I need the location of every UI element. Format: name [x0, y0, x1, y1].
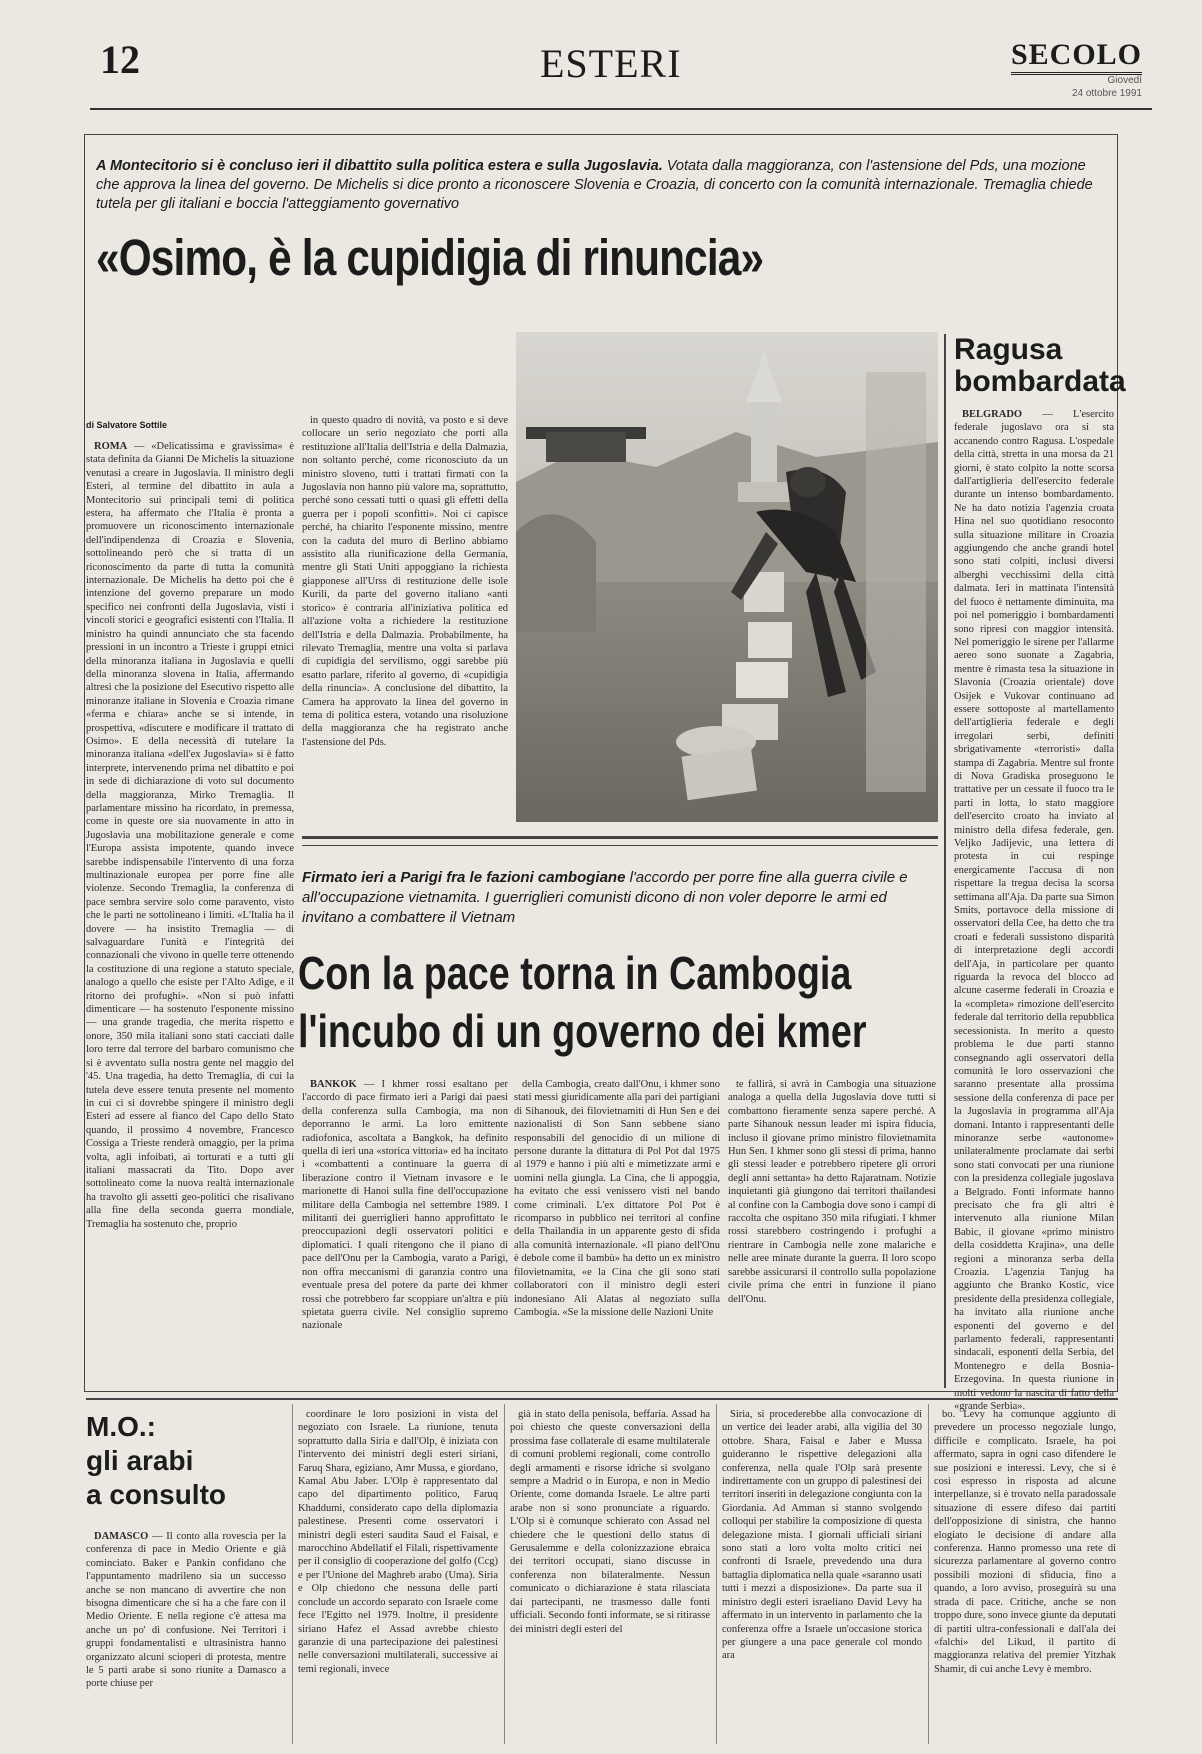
body-text: I khmer rossi esaltano per l'accordo di pace firmato ieri a Parigi dai paesi della conferenza sulla Cambogia, ma non deporranno le armi. La loro emittente radiofonica, ascoltata a Bangkok, ha definito quella di ieri una «storica vittoria» ed ha incitato i «combattenti a continuare la guerra di liberazione contro il Vietnam invasore e le marionette di Hanoi sulla fine dell'occupazione militare della Cambogia nel settembre 1989. I militanti dei guerriglieri hanno approfittato le preoccupazioni degli osservatori politici e diplomatici. I quali ritengono che il piano di pace dell'Onu per la Cambogia, varato a Parigi, non offra meccanismi di garanzia contro una eventuale presa del potere da parte dei khmer rossi che potrebbero far scoppiare un'altra e più spietata guerra civile. Nel consiglio supremo nazionale — [302, 1079, 509, 1332]
mo-headline-line-3: a consulto — [86, 1479, 227, 1510]
dateline: ROMA — [94, 441, 128, 452]
main-article-col-1: ROMA — «Delicatissima e gravissima» è stata definita da Gianni De Michelis la situazione venutasi a creare in Jugoslavia. Il ministro degli Esteri, al termine del dibattito in aula a Montecitorio sui principali temi di politica estera, ha affermato che l'Italia è pronta a promuovere un riconoscimento internazionale dell'indipendenza di Croazia e Slovenia, sottolineando però che si tratta di un riconoscimento da parte di tutta la comunità internazionale. De Michelis ha detto poi che è intenzione del governo preparare un modo specifico nei confronti della Jugoslavia, visti i vincoli storici e geografici esistenti con l'Italia. Il ministro ha quindi annunciato che sta facendo pressioni in un incontro a Trieste i gruppi etnici della minoranza italiana in Jugoslavia e quelli della minoranza slovena in Italia, affermando altresì che la posizione del Esecutivo rispetto alle minoranze italiane in Slovenia e Croazia rimane «ferma e chiara» anche se si intende, in prospettiva, «discutere e modificare il trattato di Osimo». E della necessità di tutelare la minoranza italiana «dell'ex Jugoslavia» si è fatto interprete, intervenendo prima nel dibattito e poi in sede di dichiarazione di voto sul documento della maggioranza, Mirko Tremaglia. Il parlamentare missino ha ricordato, in premessa, come in queste ore sia nuovamente in atto in Jugoslavia una mobilitazione generale e come l'Europa assista impotente, quando invece sarebbe indispensabile l'intervento di una forza multinazionale europea per porre fine alle violenze. Secondo Tremaglia, la conferenza di pace sembra servire solo come paravento, visto che le parti ne sottolineano i limiti. «L'Italia ha il dovere — ha insistito Tremaglia — di salvaguardare l'unità e l'integrità dei connazionali che vivono in quelle terre ottenendo la costituzione di una regione a statuto speciale, analogo a quello che esiste per l'Alto Adige, e il ritorno dei profughi». «Non si può infatti dimenticare — ha sostenuto l'esponente missino — una grande tragedia, che merita rispetto e onore, 350 mila italiani sono stati cacciati dalle loro terre dal terrore del barbaro comunismo che si è avventato sulla nostra gente nel maggio del '45. Una tragedia, ha detto Tremaglia, di cui la tutela deve essere tenuta presente nel momento in cui ci si dovrebbe spingere il ministro degli Esteri ad essere al fianco del Capo dello Stato quando, il prossimo 4 novembre, Francesco Cossiga a Trieste renderà omaggio, per la prima volta, agli infoibati, ai torturati e a tutti gli italiani massacrati da Tito. Dopo aver sottolineato come la nuova realtà internazionale ha travolto gli assetti geo-politici che risalivano alla fine della seconda guerra mondiale, Tremaglia ha sostenuto che, proprio — [86, 441, 294, 1230]
cambodia-col-3 — [728, 1078, 936, 1386]
main-deck — [96, 157, 1108, 214]
mo-headline — [86, 1410, 226, 1512]
mo-col-3 — [510, 1408, 710, 1742]
main-deck-bold: A Montecitorio si è concluso ieri il dibattito sulla politica estera e sulla Jugoslavia. — [96, 158, 663, 174]
mo-headline-line-1: M.O.: — [86, 1411, 156, 1442]
body-text: L'esercito federale jugoslavo ora si sta accanendo contro Ragusa. L'ospedale della città, stretta in una morsa da 21 giorni, è stato colpito la notte scorsa dall'artiglieria dell'esercito federale durante un intenso bombardamento. Ne ha dato notizia l'agenzia croata Hina nel suo quotidiano resoconto sulla situazione militare in Croazia aggiungendo che anche grandi hotel sono stati colpiti, inclusi diversi alberghi vecchissimi della città dalmata. Ieri in mattinata l'intensità del fuoco è nettamente diminuita, ma poi nel pomeriggio i bombardamenti sono ripresi con maggior intensità. Nel pomeriggio le sirene per l'allarme aereo sono suonate a Zagabria, mentre è rimasta tesa la situazione in Slavonia (Croazia orientale) dove Osijek e Vukovar continuano ad essere sottoposte al martellamento dell'artiglieria federale e degli irregolari serbi, definiti sbrigativamente «terroristi» dalla stampa di Zagabria. Mentre sul fronte di Nova Gradiska proseguono le trattative per un cessate il fuoco tra le parti in lotta, lo stato maggiore dell'esercito croato ha inviato al ministro della difesa federale, gen. Veljko Jadijevic, una lettera di protesta in cui respinge energicamente l'accusa di non rispettare la tregua decisa la scorsa settimana all'Aja. Da parte sua Simon Smits, portavoce della missione di osservatori della Cee, ha detto che tra croati e federali sussistono disparità di interpretazione degli accordi dell'Aja, in particolare per quanto riguarda la revoca del blocco ad alcune caserme federali in Croazia e la «completa» rimozione dell'esercito federale dal territorio della repubblica secessionista. In merito a questo problema le due parti stanno consegnando agli osservatori della comunità le loro osservazioni che saranno presentate alla prossima sessione della conferenza di pace per la Jugoslavia in programma all'Aja domani. Intanto i rappresentanti delle minoranze serbe «autonome» unilateralmente proclamate dai serbi sono stati convocati per una riunione con la presidenza collegiale jugoslava a Belgrado. Fonti informate hanno precisato che fra gli altri è intervenuto alla riunione Milan Babic, il giovane «primo ministro della cosiddetta Krajina», una delle regioni a minoranza serba della Croazia. L'agenzia Tanjug ha aggiunto che Branko Kostic, vice presidente della presidenza collegiale, ha invitato alla riunione anche esponenti del governo e del parlamento federali, rappresentanti sindacali, esponenti della Serbia, del Montenegro e della Bosnia-Erzegovina. In questa riunione in molti vedono la nascita di fatto della «grande Serbia». — [954, 409, 1114, 1413]
masthead — [1011, 38, 1142, 99]
page-number: 12 — [100, 37, 140, 82]
cambodia-headline-line-2: l'incubo di un governo dei kmer — [298, 1005, 867, 1057]
body-text: bo. Levy ha comunque aggiunto di prevedere un processo negoziale lungo, difficile e complicato. Israele, ha poi affermato, sapra in ogni caso difendere le sue posizioni e interessi. Levy, che si è così espresso in risposta ad alcune interpellanze, si è trovato nella paradossale situazione di essere difeso dai partiti dell'opposizione di sinistra, che hanno elogiato le decisione di andare alla conferenza. Hanno promesso una rete di sicurezza parlamentare al governo contro possibili mozioni di sfiducia, fino a quando, a loro avviso, proseguirà su una strada di pace. Critiche, anche se non troppo dure, sono invece giunte da deputati di partiti ultra-confessionali e dall'ala dei «falchi» del Likud, il partito di maggioranza relativa del premier Yitzhak Shamir, di cui anche Levy è membro. — [934, 1409, 1116, 1675]
main-article-col-2 — [302, 414, 508, 824]
side-headline-line-1: Ragusa — [954, 333, 1063, 366]
body-text: te fallirà, si avrà in Cambogia una situazione analoga a quella della Jugoslavia dove tutti si combattono fieramente senza sapere perché. A parte Sihanouk nessun leader mi ispira fiducia, incluso il giovane primo ministro filovietnamita Hun Sen. I khmer sono gli stessi di prima, hanno gli stessi leader e potrebbero ripetere gli orrori degli anni settanta» ha detto Rajaratnam. Notizie inquietanti già giungono dai territori thailandesi al confine con la Cambogia dove sono i campi di raccolta che ospitano 350 mila rifugiati. I khmer rossi starebbero costringendo i profughi a rientrare in Cambogia nelle zone malariche e nelle aree minate durante la guerra. Il loro scopo sarebbe assicurarsi il controllo sulla popolazione civile prima che entri in funzione il piano dell'Onu. — [728, 1079, 936, 1305]
photo-illustration — [516, 332, 938, 822]
section-separator — [302, 836, 938, 846]
header-rule — [90, 108, 1152, 110]
issue-day: Giovedì — [1107, 75, 1142, 86]
news-photo — [516, 332, 938, 822]
mo-col-1: DAMASCO — Il conto alla rovescia per la conferenza di pace in Medio Oriente e già cominciato. Baker e Pankin confidano che l'appuntamento madrileno sia un successo anche se non mancano di avvertire che non bisogna dimenticare che si ha a che fare con il Medio Oriente. E nella regione c'è attesa ma anche un po' di confusione. Nei Territori i gruppi fondamentalisti e ultrasinistra hanno organizzato alcuni scioperi di protesta, mentre le 5 parti arabe si sono riunite a Damasco a porte chiuse per — [86, 1531, 286, 1690]
bottom-rule — [86, 1398, 1118, 1400]
cambodia-col-1: BANKOK — I khmer rossi esaltano per l'accordo di pace firmato ieri a Parigi dai paesi della conferenza sulla Cambogia, ma non deporranno le armi. La loro emittente radiofonica, ascoltata a Bangkok, ha definito quella di ieri una «storica vittoria» ed ha incitato i «combattenti a continuare la guerra di liberazione contro il Vietnam invasore e le marionette di Hanoi sulla fine dell'occupazione militare della Cambogia nel settembre 1989. I militanti dei guerriglieri hanno approfittato le preoccupazioni degli osservatori politici e diplomatici. I quali ritengono che il piano di pace dell'Onu per la Cambogia, varato a Parigi, non offra meccanismi di garanzia contro una eventuale presa del potere da parte dei khmer rossi che potrebbero far scoppiare un'altra e più spietata guerra civile. Nel consiglio supremo nazionale — [302, 1079, 509, 1332]
body-text: Il conto alla rovescia per la conferenza di pace in Medio Oriente e già cominciato. Baker e Pankin confidano che l'appuntamento madrileno sia un successo anche se non mancano di avvertire che non bisogna dimenticare che si ha a che fare con il Medio Oriente. E nella regione c'è attesa ma anche un po' di confusione. Nei Territori i gruppi fondamentalisti e ultrasinistra hanno organizzato alcuni scioperi di protesta, mentre le 5 parti arabe si sono riunite a Damasco a porte chiuse per — [86, 1531, 286, 1690]
side-column-rule — [944, 334, 946, 1388]
issue-date: 24 ottobre 1991 — [1071, 88, 1142, 99]
main-headline: «Osimo, è la cupidigia di rinuncia» — [96, 229, 764, 286]
cambodia-col-2 — [514, 1078, 720, 1386]
mo-col-4 — [722, 1408, 922, 1742]
column-divider — [504, 1404, 505, 1744]
cambodia-deck — [302, 868, 942, 928]
body-text: in questo quadro di novità, va posto e si deve collocare un serio negoziato che porti alla restituzione all'Italia dell'Istria e della Dalmazia, non soltanto perché, come riconosciuto da un ministro sloveno, tutti i trattati firmati con la Jugoslavia non hanno più valore ma, soprattutto, perché sono cessati tutti o quasi gli effetti della guerra per i popoli sconfitti». Noi ci capisce perché, ha chiarito l'esponente missino, mentre con la caduta del muro di Berlino abbiamo assistito alla riunificazione della Germania, mentre gli Stati Uniti appoggiano la richiesta giapponese all'Urss di restituzione delle isole Kurili, da parte del governo italiano «anti storico» è contraria all'iniziativa politica ed all'azione volta a richiedere la restituzione dell'Istria e della Dalmazia. Probabilmente, ha rilevato Tremaglia, mentre una volta si parlava di cupidigia del servilismo, oggi sarebbe più esatto parlare, riferito al governo, di «cupidigia della rinuncia». A conclusione del dibattito, la Camera ha approvato la linea del governo in tema di politica estera, votando una risoluzione della maggioranza che ha registrato anche l'astensione del Pds. — [302, 415, 508, 748]
cambodia-headline — [298, 944, 872, 1060]
side-article-body: BELGRADO — L'esercito federale jugoslavo ora si sta accanendo contro Ragusa. L'ospedale della città, stretta in una morsa da 21 giorni, è stato colpito la notte scorsa dall'artiglieria dell'esercito federale durante un intenso bombardamento. Ne ha dato notizia l'agenzia croata Hina nel suo quotidiano resoconto sulla situazione militare in Croazia aggiungendo che anche grandi hotel sono stati colpiti, inclusi diversi alberghi vecchissimi della città dalmata. Ieri in mattinata l'intensità del fuoco è nettamente diminuita, ma poi nel pomeriggio i bombardamenti sono ripresi con maggior intensità. Nel pomeriggio le sirene per l'allarme aereo sono suonate a Zagabria, mentre è rimasta tesa la situazione in Slavonia (Croazia orientale) dove Osijek e Vukovar continuano ad essere sottoposte al martellamento dell'artiglieria federale e degli irregolari serbi, definiti sbrigativamente «terroristi» dalla stampa di Zagabria. Mentre sul fronte di Nova Gradiska proseguono le trattative per un cessate il fuoco tra le parti in lotta, lo stato maggiore dell'esercito croato ha inviato al ministro della difesa federale, gen. Veljko Jadijevic, una lettera di protesta in cui respinge energicamente l'accusa di non rispettare la tregua decisa la scorsa settimana all'Aja. Da parte sua Simon Smits, portavoce della missione di osservatori della Cee, ha detto che tra croati e federali sussistono disparità di interpretazione degli accordi dell'Aja, in particolare per quanto riguarda la revoca del blocco ad alcune caserme federali in Croazia e la «completa» rimozione dell'esercito federale dal territorio della repubblica secessionista. In merito a questo problema le due parti stanno consegnando agli osservatori della comunità le loro osservazioni che saranno presentate alla prossima sessione della conferenza di pace per la Jugoslavia in programma all'Aja domani. Intanto i rappresentanti delle minoranze serbe «autonome» unilateralmente proclamate dai serbi sono stati convocati per una riunione con la presidenza collegiale jugoslava a Belgrado. Fonti informate hanno precisato che fra gli altri è intervenuto alla riunione Milan Babic, il giovane «primo ministro della cosiddetta Krajina», una delle regioni a minoranza serba della Croazia. L'agenzia Tanjug ha aggiunto che Branko Kostic, vice presidente della presidenza collegiale, ha invitato alla riunione anche esponenti del governo e del parlamento federali, rappresentanti sindacali, esponenti della Serbia, del Montenegro e della Bosnia-Erzegovina. In questa riunione in molti vedono la nascita di fatto della «grande Serbia». — [954, 409, 1114, 1413]
body-text: «Delicatissima e gravissima» è stata definita da Gianni De Michelis la situazione venutasi a creare in Jugoslavia. Il ministro degli Esteri, al termine del dibattito in aula a Montecitorio sui principali temi di politica estera, ha affermato che l'Italia è pronta a promuovere un riconoscimento internazionale dell'indipendenza di Croazia e Slovenia, sottolineando però che si tratta di un riconoscimento da parte di tutta la comunità internazionale. De Michelis ha detto poi che è intenzione del governo preparare un modo specifico nei confronti della Jugoslavia, visti i vincoli storici e geografici esistenti con l'Italia. Il ministro ha quindi annunciato che sta facendo pressioni in un incontro a Trieste i gruppi etnici della minoranza italiana in Jugoslavia e quelli della minoranza slovena in Italia, affermando altresì che la posizione del Esecutivo rispetto alle minoranze italiane in Slovenia e Croazia rimane «ferma e chiara» anche se si intende, in prospettiva, «discutere e modificare il trattato di Osimo». E della necessità di tutelare la minoranza italiana «dell'ex Jugoslavia» si è fatto interprete, intervenendo prima nel dibattito e poi in sede di dichiarazione di voto sul documento della maggioranza, Mirko Tremaglia. Il parlamentare missino ha ricordato, in premessa, come in queste ore sia nuovamente in atto in Jugoslavia una mobilitazione generale e come l'Europa assista impotente, quando invece sarebbe indispensabile l'intervento di una forza multinazionale europea per porre fine alle violenze. Secondo Tremaglia, la conferenza di pace sembra servire solo come paravento, visto che le parti ne sottolineano i limiti. «L'Italia ha il dovere — ha insistito Tremaglia — di salvaguardare l'unità e l'integrità dei connazionali che vivono in quelle terre ottenendo la costituzione di una regione a statuto speciale, analogo a quello che esiste per l'Alto Adige, e il ritorno dei profughi». «Non si può infatti dimenticare — ha sostenuto l'esponente missino — una grande tragedia, che merita rispetto e onore, 350 mila italiani sono stati cacciati dalle loro terre dal terrore del barbaro comunismo che si è avventato sulla nostra gente nel maggio del '45. Una tragedia, ha detto Tremaglia, di cui la tutela deve essere tenuta presente nel momento in cui ci si dovrebbe spingere il ministro degli Esteri ad essere al fianco del Capo dello Stato quando, il prossimo 4 novembre, Francesco Cossiga a Trieste renderà omaggio, per la prima volta, agli infoibati, ai torturati e a tutti gli italiani massacrati da Tito. Dopo aver sottolineato come la nuova realtà internazionale ha travolto gli assetti geo-politici che risalivano alla fine della seconda guerra mondiale, Tremaglia ha sostenuto che, proprio — [86, 441, 294, 1230]
brand-name: SECOLO — [1011, 38, 1142, 75]
byline: di Salvatore Sottile — [86, 420, 168, 430]
body-text: Siria, si procederebbe alla convocazione di un vertice dei leader arabi, alla vigilia del 30 ottobre. Shara, Faisal e Jaber e Mussa guideranno le rispettive delegazioni alla conferenza, nella quale l'Olp sarà presente indirettamente con un gruppo di palestinesi dei territori inseriti in delegazione congiunta con la Giordania. Ad Amman si stanno svolgendo colloqui per stabilire la composizione di questa delegazione mista. I giornali ufficiali siriani sono stati a loro volta molto critici nei confronti di Israele, prevedendo una dura battaglia diplomatica nella quale «saranno usati tutti i mezzi a disposizione». Da parte sua il ministro degli esteri israeliano David Levy ha affermato in un intervento in parlamento che la conferenza offre a Israele un'occasione storica per giungere a una pace generale col mondo ara — [722, 1409, 922, 1662]
column-divider — [716, 1404, 717, 1744]
cambodia-headline-line-1: Con la pace torna in Cambogia — [298, 947, 852, 999]
column-divider — [928, 1404, 929, 1744]
body-text: della Cambogia, creato dall'Onu, i khmer sono stati messi giuridicamente alla pari dei partigiani di Sihanouk, dei filovietnamiti di Hun Sen e dei nazionalisti di Son Sann sebbene siano responsabili del genocidio di un milione di persone durante la dittatura di Pol Pot dal 1975 al 1979 e hanno i più alti e mimetizzate armi e uomini nella giungla. La Cina, che li appoggia, ha evitato che essi venissero visti nel bando come criminali. L'ex dittatore Pol Pot è ricomparso in pubblico nei territori al confine della Thailandia in un apparente gesto di sfida alla comunità internazionale. «Il piano dell'Onu è debole come il bambù» ha detto un ex ministro filovietnamita, «e la Cina che gli sono stati collaboratori con il ministro degli esteri indonesiano Ali Alatas al negoziato sulla Cambogia. «Se la missione delle Nazioni Unite — [514, 1079, 720, 1318]
cambodia-deck-bold: Firmato ieri a Parigi fra le fazioni cambogiane — [302, 869, 626, 886]
side-headline-line-2: bombardata — [954, 365, 1126, 398]
section-title: ESTERI — [540, 41, 682, 86]
body-text: già in stato della penisola, beffaria. Assad ha poi chiesto che queste conversazioni della prossima fase collaterale di esame multilaterale di comuni problemi regionali, come controllo degli armamenti e risorse idriche si svolgano sempre a Madrid o in Europa, e non in Medio Oriente, come domanda Israele. Le altre parti arabe non si sono pronunciate a riguardo. L'Olp si è comunque schierato con Assad nel chiedere che le questioni dello status di Gerusalemme e della colonizzazione ebraica dei territori occupati, siano discusse in conferenza non bilateralmente. Nessun comunicato o dichiarazione è stata rilasciata dai partecipanti, ne trasmesso dalle fonti ufficiali. Secondo fonti informate, se si ritirasse dei ministri degli esteri del — [510, 1409, 710, 1635]
main-deck-rest: Votata dalla maggioranza, con l'astensione del Pds, una mozione che approva la linea del governo. De Michelis si dice pronto a riconoscere Slovenia e Croazia, di concerto con la comunità internazionale. Tremaglia chiede tutela per gli italiani e boccia l'atteggiamento governativo — [96, 158, 1093, 212]
mo-headline-line-2: gli arabi — [86, 1445, 194, 1476]
dateline: BANKOK — [310, 1079, 357, 1090]
dateline: BELGRADO — [962, 409, 1023, 420]
mo-col-5 — [934, 1408, 1116, 1742]
body-text: coordinare le loro posizioni in vista del negoziato con Israele. La riunione, tenuta soprattutto dalla Siria e dall'Olp, è iniziata con l'intervento dei ministri degli esteri siriani, Faruq Shara, egiziano, Amr Mussa, e giordano, Kamal Abu Jaber. L'Olp è rappresentato dal capo del dipartimento politico, Faruq Khaddumi, considerato capo della diplomazia palestinese. Presenti come osservatori i ministri degli esteri saudita Saud el Faisal, e marocchino Abdellatif el Filali, rispettivamente per il consiglio di cooperazione del golfo (Ccg) e per l'Unione del Maghreb arabo (Uma). Siria e Olp chiedono che nessuna delle parti conclude un accordo separato con Israele come fece l'Egitto nel 1979. Inoltre, il presidente siriano Hafez el Assad avrebbe chiesto garanzie di una partecipazione dei palestinesi nelle conversazioni multilaterali, successive ai temi regionali, invece — [298, 1409, 498, 1675]
column-divider — [292, 1404, 293, 1744]
side-headline — [954, 334, 1126, 398]
cambodia-deck-rest: l'accordo per porre fine alla guerra civile e all'occupazione vietnamita. I guerriglieri comunisti dicono di non voler deporre le armi ed invitano a combattere il Vietnam — [302, 869, 908, 926]
mo-col-2 — [298, 1408, 498, 1742]
dateline: DAMASCO — [94, 1531, 149, 1542]
